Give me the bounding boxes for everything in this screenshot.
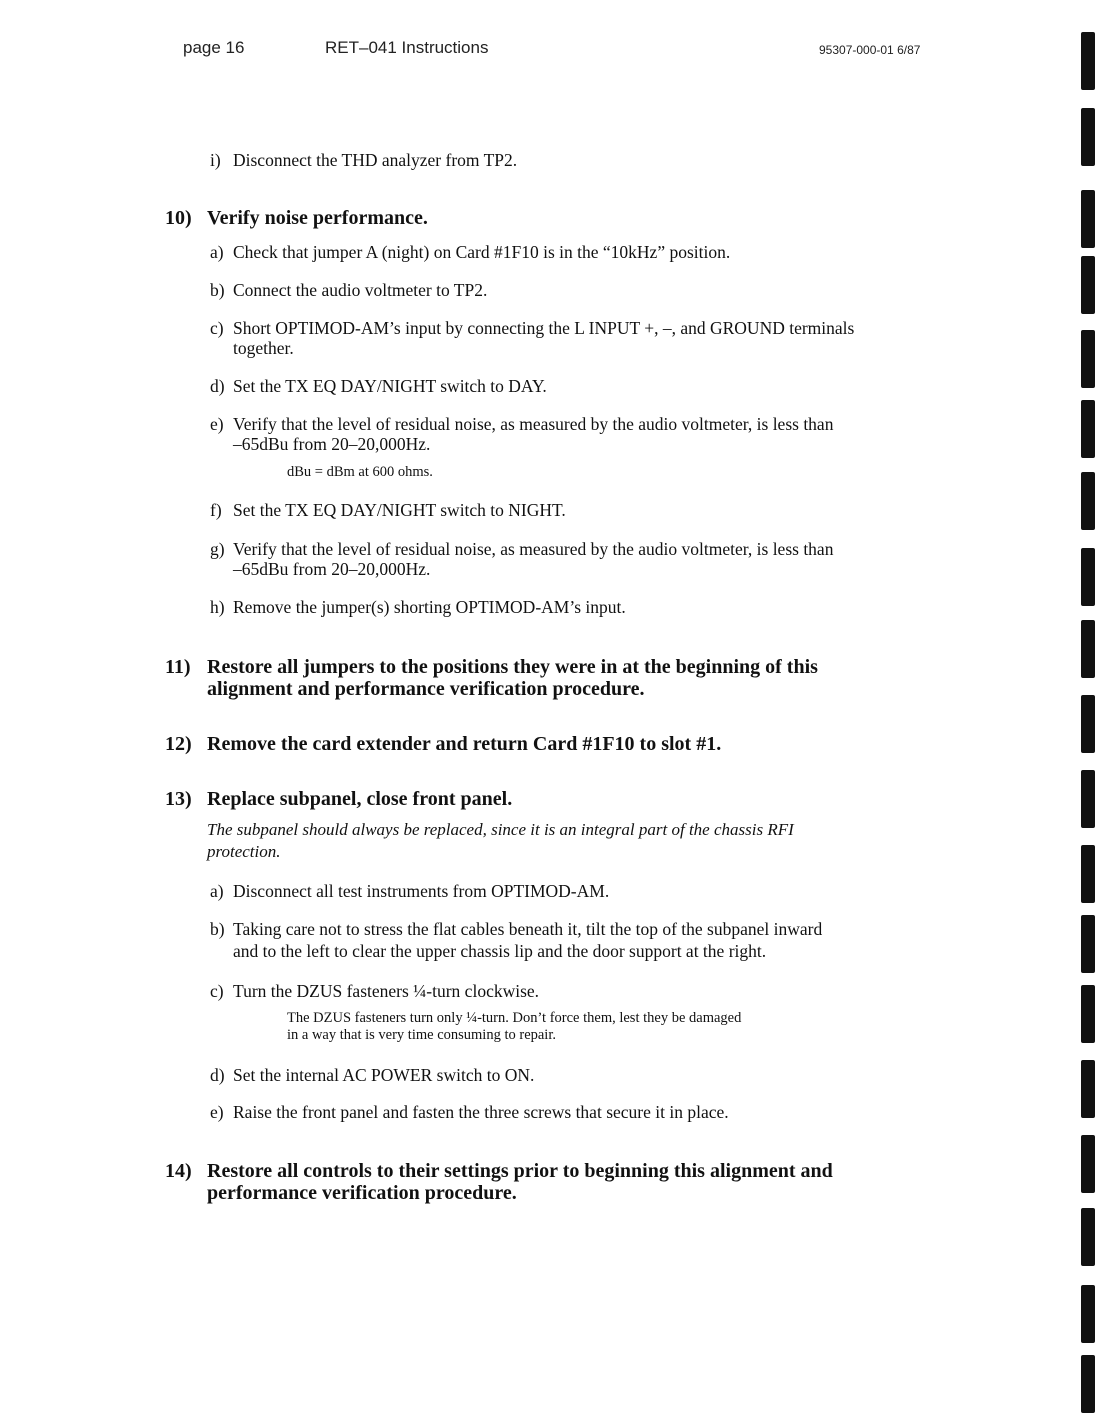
note-text: in a way that is very time consuming to repair. — [287, 1027, 556, 1043]
item-number: e) — [210, 414, 224, 434]
substep-text: and to the left to clear the upper chassis lip and the door support at the right. — [233, 941, 767, 961]
binding-mark — [1081, 1208, 1095, 1266]
item-number: a) — [210, 242, 224, 262]
item-number: b) — [210, 919, 225, 939]
item-number: e) — [210, 1102, 224, 1122]
item-number: c) — [210, 318, 224, 338]
item-number: 13) — [165, 788, 192, 810]
item-number: 12) — [165, 733, 192, 755]
item-number: f) — [210, 500, 222, 520]
binding-mark — [1081, 32, 1095, 90]
substep-text: Check that jumper A (night) on Card #1F10 is in the “10kHz” position. — [233, 242, 731, 262]
binding-mark — [1081, 1135, 1095, 1193]
substep-text: Set the internal AC POWER switch to ON. — [233, 1065, 535, 1085]
step-text: performance verification procedure. — [207, 1182, 517, 1204]
italic-note: protection. — [207, 842, 281, 861]
binding-mark — [1081, 915, 1095, 973]
binding-marks — [1081, 0, 1101, 1422]
item-number: b) — [210, 280, 225, 300]
binding-mark — [1081, 985, 1095, 1043]
substep-text: Short OPTIMOD-AM’s input by connecting the L INPUT +, –, and GROUND terminals — [233, 318, 855, 338]
step-text: Restore all controls to their settings prior to beginning this alignment and — [207, 1160, 833, 1182]
binding-mark — [1081, 695, 1095, 753]
item-number: a) — [210, 881, 224, 901]
substep-text: Disconnect the THD analyzer from TP2. — [233, 150, 518, 170]
document-number: 95307-000-01 6/87 — [819, 43, 921, 57]
binding-mark — [1081, 108, 1095, 166]
step-text: Verify noise performance. — [207, 207, 428, 229]
item-number: 14) — [165, 1160, 192, 1182]
note-text: dBu = dBm at 600 ohms. — [287, 464, 433, 480]
item-number: c) — [210, 981, 224, 1001]
binding-mark — [1081, 1060, 1095, 1118]
item-number: i) — [210, 150, 221, 170]
item-number: 10) — [165, 207, 192, 229]
step-text: alignment and performance verification procedure. — [207, 678, 645, 700]
binding-mark — [1081, 256, 1095, 314]
substep-text: Raise the front panel and fasten the three screws that secure it in place. — [233, 1102, 729, 1122]
step-text: Remove the card extender and return Card #1F10 to slot #1. — [207, 733, 722, 755]
substep-text: Verify that the level of residual noise, as measured by the audio voltmeter, is less than — [233, 539, 834, 559]
item-number: d) — [210, 376, 225, 396]
substep-text: Taking care not to stress the flat cables beneath it, tilt the top of the subpanel inward — [233, 919, 823, 939]
step-text: Restore all jumpers to the positions they were in at the beginning of this — [207, 656, 818, 678]
italic-note: The subpanel should always be replaced, since it is an integral part of the chassis RFI — [207, 820, 794, 839]
binding-mark — [1081, 190, 1095, 248]
substep-text: –65dBu from 20–20,000Hz. — [233, 559, 431, 579]
step-text: Replace subpanel, close front panel. — [207, 788, 513, 810]
substep-text: together. — [233, 338, 294, 358]
binding-mark — [1081, 330, 1095, 388]
binding-mark — [1081, 1285, 1095, 1343]
binding-mark — [1081, 770, 1095, 828]
note-text: The DZUS fasteners turn only ¼-turn. Don’t force them, lest they be damaged — [287, 1010, 742, 1026]
binding-mark — [1081, 400, 1095, 458]
substep-text: –65dBu from 20–20,000Hz. — [233, 434, 431, 454]
item-number: g) — [210, 539, 225, 559]
substep-text: Set the TX EQ DAY/NIGHT switch to NIGHT. — [233, 500, 566, 520]
item-number: h) — [210, 597, 225, 617]
item-number: 11) — [165, 656, 191, 678]
page-number: page 16 — [183, 38, 245, 57]
document-title: RET–041 Instructions — [325, 38, 489, 57]
binding-mark — [1081, 548, 1095, 606]
substep-text: Disconnect all test instruments from OPTIMOD-AM. — [233, 881, 610, 901]
substep-text: Turn the DZUS fasteners ¼-turn clockwise. — [233, 981, 540, 1001]
item-number: d) — [210, 1065, 225, 1085]
substep-text: Remove the jumper(s) shorting OPTIMOD-AM’s input. — [233, 597, 626, 617]
binding-mark — [1081, 472, 1095, 530]
binding-mark — [1081, 620, 1095, 678]
substep-text: Connect the audio voltmeter to TP2. — [233, 280, 488, 300]
binding-mark — [1081, 845, 1095, 903]
substep-text: Set the TX EQ DAY/NIGHT switch to DAY. — [233, 376, 547, 396]
binding-mark — [1081, 1355, 1095, 1413]
substep-text: Verify that the level of residual noise, as measured by the audio voltmeter, is less than — [233, 414, 834, 434]
